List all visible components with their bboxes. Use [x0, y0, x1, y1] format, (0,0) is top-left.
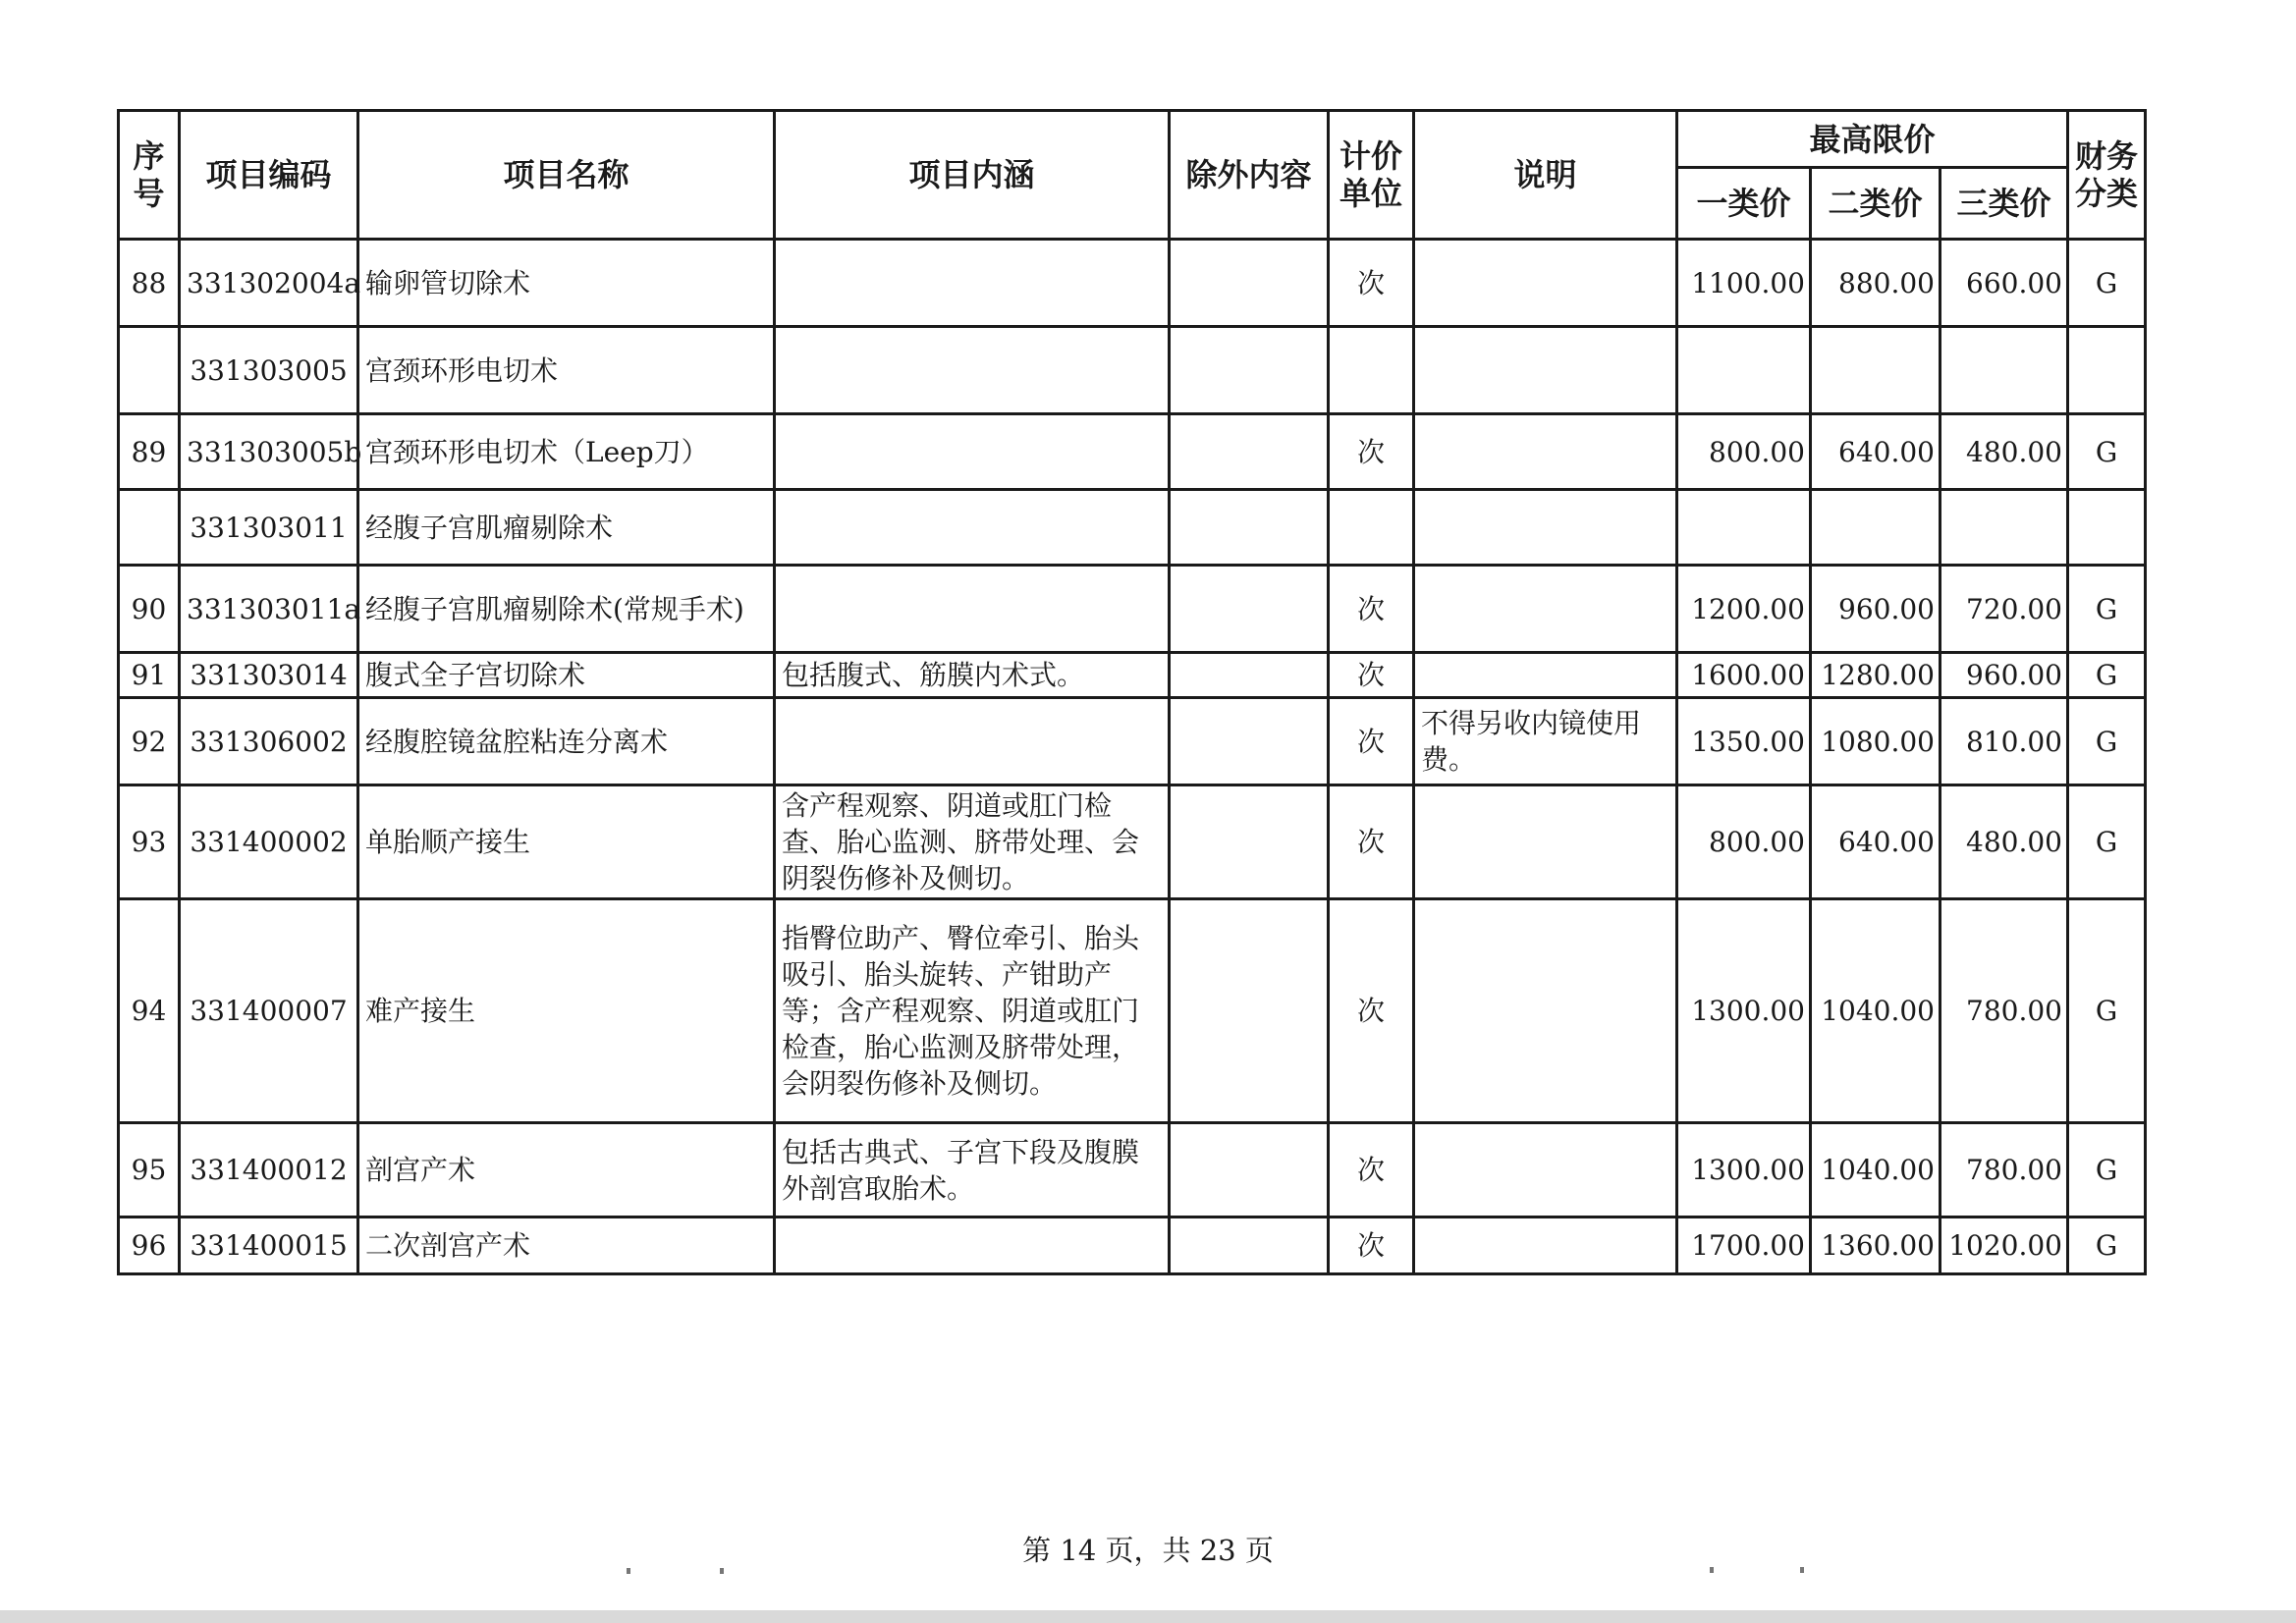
price3-cell	[1941, 327, 2068, 414]
seq-cell: 91	[119, 653, 180, 698]
code-cell: 331303005	[180, 327, 358, 414]
price1-cell: 1300.00	[1677, 1123, 1811, 1217]
category-cell: G	[2068, 566, 2146, 653]
code-cell: 331302004a	[180, 240, 358, 327]
code-cell: 331400002	[180, 785, 358, 899]
price1-cell	[1677, 490, 1811, 566]
table-row	[119, 566, 2146, 653]
note-cell	[1414, 653, 1677, 698]
unit-cell: 次	[1329, 1217, 1414, 1274]
note-cell	[1414, 785, 1677, 899]
header-max-price: 最高限价	[1677, 111, 2068, 168]
category-cell: G	[2068, 240, 2146, 327]
excluded-cell	[1170, 1217, 1329, 1274]
note-cell	[1414, 414, 1677, 490]
content-cell	[775, 698, 1170, 785]
category-cell	[2068, 490, 2146, 566]
price2-cell: 960.00	[1811, 566, 1941, 653]
price1-cell	[1677, 327, 1811, 414]
price2-cell: 640.00	[1811, 785, 1941, 899]
excluded-cell	[1170, 785, 1329, 899]
seq-cell: 88	[119, 240, 180, 327]
code-cell: 331400015	[180, 1217, 358, 1274]
header-excluded: 除外内容	[1170, 111, 1329, 240]
header-content: 项目内涵	[775, 111, 1170, 240]
content-cell	[775, 240, 1170, 327]
price2-cell: 1280.00	[1811, 653, 1941, 698]
seq-cell	[119, 327, 180, 414]
note-cell	[1414, 240, 1677, 327]
unit-cell: 次	[1329, 1123, 1414, 1217]
name-cell: 难产接生	[358, 899, 775, 1123]
content-cell: 包括腹式、筋膜内术式。	[775, 653, 1170, 698]
content-cell: 指臀位助产、臀位牵引、胎头吸引、胎头旋转、产钳助产等；含产程观察、阴道或肛门检查，胎心监测及脐带处理，会阴裂伤修补及侧切。	[775, 899, 1170, 1123]
unit-cell: 次	[1329, 566, 1414, 653]
header-finance: 财务分类	[2068, 111, 2146, 240]
table-row	[119, 1123, 2146, 1217]
category-cell: G	[2068, 698, 2146, 785]
price1-cell: 1600.00	[1677, 653, 1811, 698]
price1-cell: 800.00	[1677, 785, 1811, 899]
seq-cell: 95	[119, 1123, 180, 1217]
name-cell: 经腹子宫肌瘤剔除术	[358, 490, 775, 566]
price2-cell	[1811, 327, 1941, 414]
content-cell	[775, 566, 1170, 653]
name-cell: 剖宫产术	[358, 1123, 775, 1217]
unit-cell: 次	[1329, 653, 1414, 698]
code-cell: 331303011	[180, 490, 358, 566]
note-cell	[1414, 1123, 1677, 1217]
price-table	[117, 109, 2147, 1275]
table-row	[119, 414, 2146, 490]
note-cell: 不得另收内镜使用费。	[1414, 698, 1677, 785]
table-row	[119, 327, 2146, 414]
name-cell: 经腹腔镜盆腔粘连分离术	[358, 698, 775, 785]
seq-cell: 92	[119, 698, 180, 785]
seq-cell: 93	[119, 785, 180, 899]
header-class2: 二类价	[1811, 168, 1941, 240]
content-cell	[775, 490, 1170, 566]
header-code: 项目编码	[180, 111, 358, 240]
price3-cell: 960.00	[1941, 653, 2068, 698]
name-cell: 二次剖宫产术	[358, 1217, 775, 1274]
price2-cell: 1040.00	[1811, 899, 1941, 1123]
excluded-cell	[1170, 653, 1329, 698]
scan-speck	[720, 1568, 724, 1574]
seq-cell: 94	[119, 899, 180, 1123]
excluded-cell	[1170, 327, 1329, 414]
price1-cell: 1700.00	[1677, 1217, 1811, 1274]
note-cell	[1414, 566, 1677, 653]
page-footer: 第 14 页，共 23 页	[1022, 1534, 1274, 1567]
price1-cell: 1200.00	[1677, 566, 1811, 653]
price2-cell: 1040.00	[1811, 1123, 1941, 1217]
unit-cell: 次	[1329, 698, 1414, 785]
note-cell	[1414, 327, 1677, 414]
price3-cell: 480.00	[1941, 414, 2068, 490]
excluded-cell	[1170, 698, 1329, 785]
seq-cell: 89	[119, 414, 180, 490]
price1-cell: 1100.00	[1677, 240, 1811, 327]
scan-bottom-edge	[0, 1610, 2296, 1623]
price3-cell: 480.00	[1941, 785, 2068, 899]
excluded-cell	[1170, 490, 1329, 566]
name-cell: 腹式全子宫切除术	[358, 653, 775, 698]
category-cell	[2068, 327, 2146, 414]
code-cell: 331303014	[180, 653, 358, 698]
price3-cell: 780.00	[1941, 1123, 2068, 1217]
price2-cell: 1080.00	[1811, 698, 1941, 785]
price1-cell: 1350.00	[1677, 698, 1811, 785]
price2-cell	[1811, 490, 1941, 566]
excluded-cell	[1170, 240, 1329, 327]
scan-speck	[627, 1568, 630, 1574]
code-cell: 331303005b	[180, 414, 358, 490]
code-cell: 331400007	[180, 899, 358, 1123]
table-row	[119, 1217, 2146, 1274]
price3-cell: 660.00	[1941, 240, 2068, 327]
price3-cell: 810.00	[1941, 698, 2068, 785]
table-row	[119, 490, 2146, 566]
header-note: 说明	[1414, 111, 1677, 240]
price2-cell: 640.00	[1811, 414, 1941, 490]
table-row	[119, 899, 2146, 1123]
name-cell: 经腹子宫肌瘤剔除术(常规手术)	[358, 566, 775, 653]
category-cell: G	[2068, 1123, 2146, 1217]
header-seq: 序号	[119, 111, 180, 240]
table-row	[119, 698, 2146, 785]
price1-cell: 800.00	[1677, 414, 1811, 490]
scan-speck	[1800, 1567, 1804, 1573]
header-name: 项目名称	[358, 111, 775, 240]
category-cell: G	[2068, 653, 2146, 698]
code-cell: 331303011a	[180, 566, 358, 653]
price1-cell: 1300.00	[1677, 899, 1811, 1123]
content-cell	[775, 1217, 1170, 1274]
header-row	[119, 111, 2146, 168]
unit-cell: 次	[1329, 414, 1414, 490]
unit-cell: 次	[1329, 785, 1414, 899]
unit-cell	[1329, 490, 1414, 566]
unit-cell: 次	[1329, 899, 1414, 1123]
content-cell	[775, 327, 1170, 414]
scan-speck	[1710, 1567, 1714, 1573]
excluded-cell	[1170, 1123, 1329, 1217]
price3-cell: 720.00	[1941, 566, 2068, 653]
seq-cell: 96	[119, 1217, 180, 1274]
category-cell: G	[2068, 414, 2146, 490]
price3-cell: 1020.00	[1941, 1217, 2068, 1274]
excluded-cell	[1170, 414, 1329, 490]
name-cell: 输卵管切除术	[358, 240, 775, 327]
unit-cell	[1329, 327, 1414, 414]
name-cell: 宫颈环形电切术（Leep刀）	[358, 414, 775, 490]
name-cell: 宫颈环形电切术	[358, 327, 775, 414]
note-cell	[1414, 490, 1677, 566]
note-cell	[1414, 1217, 1677, 1274]
price3-cell: 780.00	[1941, 899, 2068, 1123]
content-cell: 含产程观察、阴道或肛门检查、胎心监测、脐带处理、会阴裂伤修补及侧切。	[775, 785, 1170, 899]
price2-cell: 880.00	[1811, 240, 1941, 327]
name-cell: 单胎顺产接生	[358, 785, 775, 899]
price-table-container	[117, 109, 2144, 1279]
table-row	[119, 240, 2146, 327]
category-cell: G	[2068, 899, 2146, 1123]
table-row	[119, 785, 2146, 899]
code-cell: 331306002	[180, 698, 358, 785]
content-cell	[775, 414, 1170, 490]
excluded-cell	[1170, 899, 1329, 1123]
category-cell: G	[2068, 785, 2146, 899]
header-class1: 一类价	[1677, 168, 1811, 240]
seq-cell	[119, 490, 180, 566]
content-cell: 包括古典式、子宫下段及腹膜外剖宫取胎术。	[775, 1123, 1170, 1217]
price3-cell	[1941, 490, 2068, 566]
unit-cell: 次	[1329, 240, 1414, 327]
seq-cell: 90	[119, 566, 180, 653]
header-class3: 三类价	[1941, 168, 2068, 240]
category-cell: G	[2068, 1217, 2146, 1274]
price2-cell: 1360.00	[1811, 1217, 1941, 1274]
table-row	[119, 653, 2146, 698]
note-cell	[1414, 899, 1677, 1123]
header-unit: 计价单位	[1329, 111, 1414, 240]
excluded-cell	[1170, 566, 1329, 653]
code-cell: 331400012	[180, 1123, 358, 1217]
